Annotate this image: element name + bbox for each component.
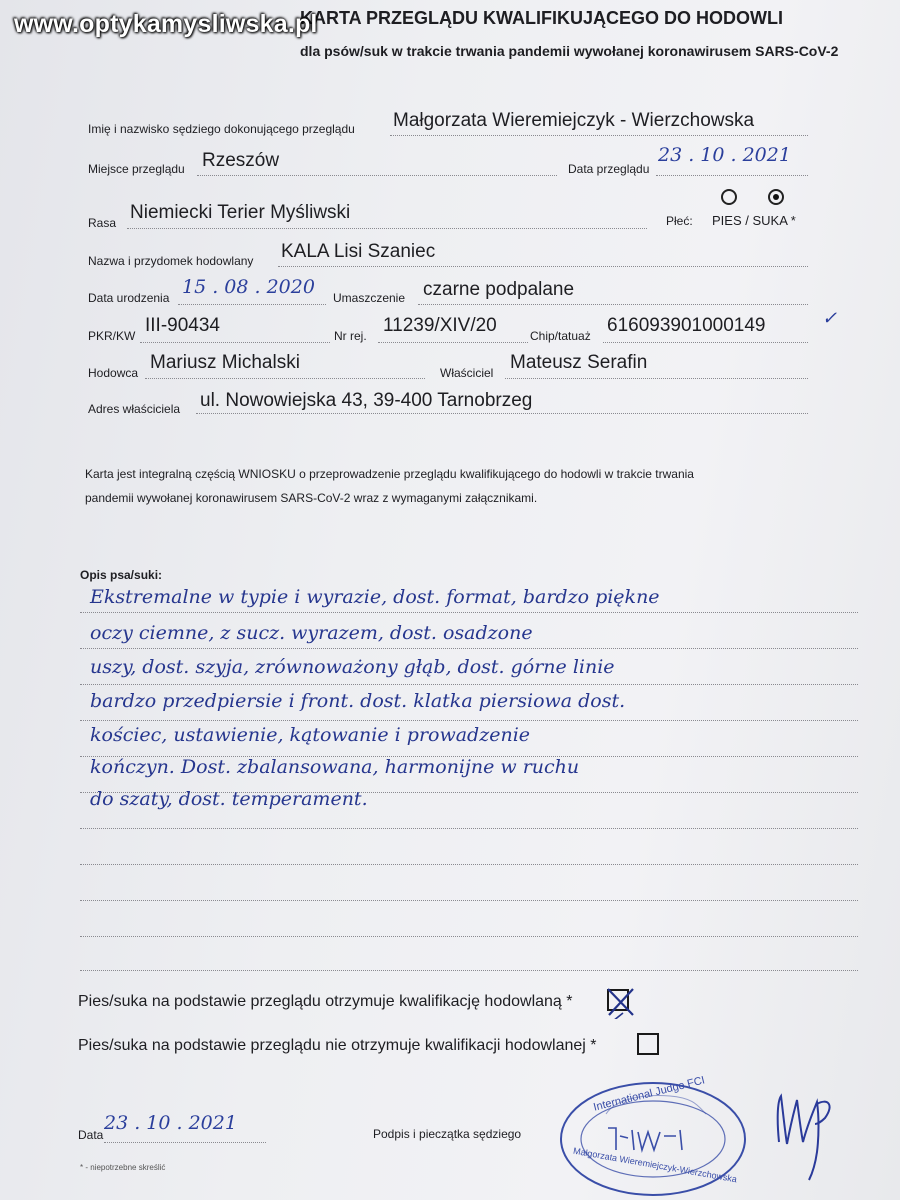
breed-value: Niemiecki Terier Myśliwski [130, 202, 351, 223]
dotted-line [178, 304, 326, 305]
dotted-line [80, 936, 858, 937]
pkr-value: III-90434 [145, 315, 220, 336]
place-label: Miejsce przeglądu [88, 162, 185, 176]
notice-paragraph [85, 462, 694, 510]
dotted-line [80, 648, 858, 649]
form-subtitle: dla psów/suk w trakcie trwania pandemii wywołanej koronawirusem SARS-CoV-2 [300, 43, 839, 59]
dotted-line [603, 342, 808, 343]
dotted-line [104, 1142, 266, 1143]
judge-label: Imię i nazwisko sędziego dokonującego przeglądu [88, 122, 355, 136]
date-value: 23 . 10 . 2021 [658, 144, 791, 166]
dotted-line [127, 228, 647, 229]
dotted-line [278, 266, 808, 267]
sex-radio-suka[interactable] [768, 189, 784, 205]
place-value: Rzeszów [202, 150, 280, 171]
description-line-7: do szaty, dost. temperament. [90, 788, 368, 810]
x-mark-icon [603, 985, 637, 1019]
address-value: ul. Nowowiejska 43, 39-400 Tarnobrzeg [200, 390, 533, 411]
breed-label: Rasa [88, 216, 117, 230]
signature-label: Podpis i pieczątka sędziego [373, 1127, 522, 1141]
qualification-no-label: Pies/suka na podstawie przeglądu nie otrzymuje kwalifikacji hodowlanej * [78, 1037, 597, 1054]
dotted-line [80, 612, 858, 613]
breeder-value: Mariusz Michalski [150, 352, 300, 373]
dotted-line [80, 828, 858, 829]
qualification-yes-label: Pies/suka na podstawie przeglądu otrzymuje kwalifikację hodowlaną * [78, 993, 573, 1010]
notice-line-2: pandemii wywołanej koronawirusem SARS-CoV-2 wraz z wymaganymi załącznikami. [85, 491, 538, 505]
dotted-line [80, 684, 858, 685]
description-line-1: Ekstremalne w typie i wyrazie, dost. format, bardzo piękne [90, 586, 660, 608]
color-label: Umaszczenie [333, 291, 406, 305]
dotted-line [80, 970, 858, 971]
date-label: Data przeglądu [568, 162, 650, 176]
notice-line-1: Karta jest integralną częścią WNIOSKU o przeprowadzenie przeglądu kwalifikującego do hodowli w trakcie trwania [85, 467, 694, 481]
breeder-label: Hodowca [88, 366, 139, 380]
stamp-top-text: International Judge FCI [592, 1074, 707, 1114]
birth-label: Data urodzenia [88, 291, 170, 305]
address-label: Adres właściciela [88, 402, 181, 416]
description-label: Opis psa/suki: [80, 568, 163, 582]
dotted-line [378, 342, 528, 343]
website-watermark: www.optykamysliwska.pl [14, 10, 318, 38]
description-line-3: uszy, dost. szyja, zrównoważony głąb, dost. górne linie [90, 656, 615, 678]
dotted-line [197, 175, 557, 176]
footer-date-value: 23 . 10 . 2021 [104, 1112, 237, 1134]
footer-date-label: Data [78, 1128, 104, 1142]
chip-value: 616093901000149 [607, 315, 766, 336]
dotted-line [418, 304, 808, 305]
sex-radio-pies[interactable] [721, 189, 737, 205]
chip-label: Chip/tatuaż [530, 329, 591, 343]
judge-signature-icon [765, 1082, 845, 1182]
dotted-line [390, 135, 808, 136]
color-value: czarne podpalane [423, 279, 575, 300]
judge-value: Małgorzata Wieremiejczyk - Wierzchowska [393, 110, 755, 131]
dotted-line [145, 378, 425, 379]
description-line-4: bardzo przedpiersie i front. dost. klatka piersiowa dost. [90, 690, 626, 712]
kennel-value: KALA Lisi Szaniec [281, 241, 436, 262]
sex-label: Płeć: [666, 214, 693, 228]
dotted-line [505, 378, 808, 379]
reg-value: 11239/XIV/20 [383, 315, 497, 336]
form-title: KARTA PRZEGLĄDU KWALIFIKUJĄCEGO DO HODOWLI [300, 8, 783, 28]
dotted-line [196, 413, 808, 414]
sex-options-label: PIES / SUKA * [712, 213, 796, 228]
description-line-2: oczy ciemne, z sucz. wyrazem, dost. osadzone [90, 622, 533, 644]
description-line-5: kościec, ustawienie, kątowanie i prowadzenie [90, 724, 531, 746]
dotted-line [140, 342, 330, 343]
kennel-label: Nazwa i przydomek hodowlany [88, 254, 254, 268]
owner-label: Właściciel [440, 366, 494, 380]
footnote: * - niepotrzebne skreślić [80, 1163, 166, 1172]
birth-value: 15 . 08 . 2020 [182, 276, 315, 298]
qualification-yes-checkbox[interactable] [607, 989, 629, 1011]
dotted-line [80, 720, 858, 721]
dotted-line [656, 175, 808, 176]
pkr-label: PKR/KW [88, 329, 136, 343]
stamp-bottom-text: Małgorzata Wieremiejczyk-Wierzchowska [572, 1145, 738, 1185]
chip-check-mark: ✓ [822, 308, 838, 329]
description-line-6: kończyn. Dost. zbalansowana, harmonijne w ruchu [90, 756, 580, 778]
qualification-no-checkbox[interactable] [637, 1033, 659, 1055]
dotted-line [80, 900, 858, 901]
dotted-line [80, 864, 858, 865]
reg-label: Nr rej. [334, 329, 367, 343]
owner-value: Mateusz Serafin [510, 352, 648, 373]
